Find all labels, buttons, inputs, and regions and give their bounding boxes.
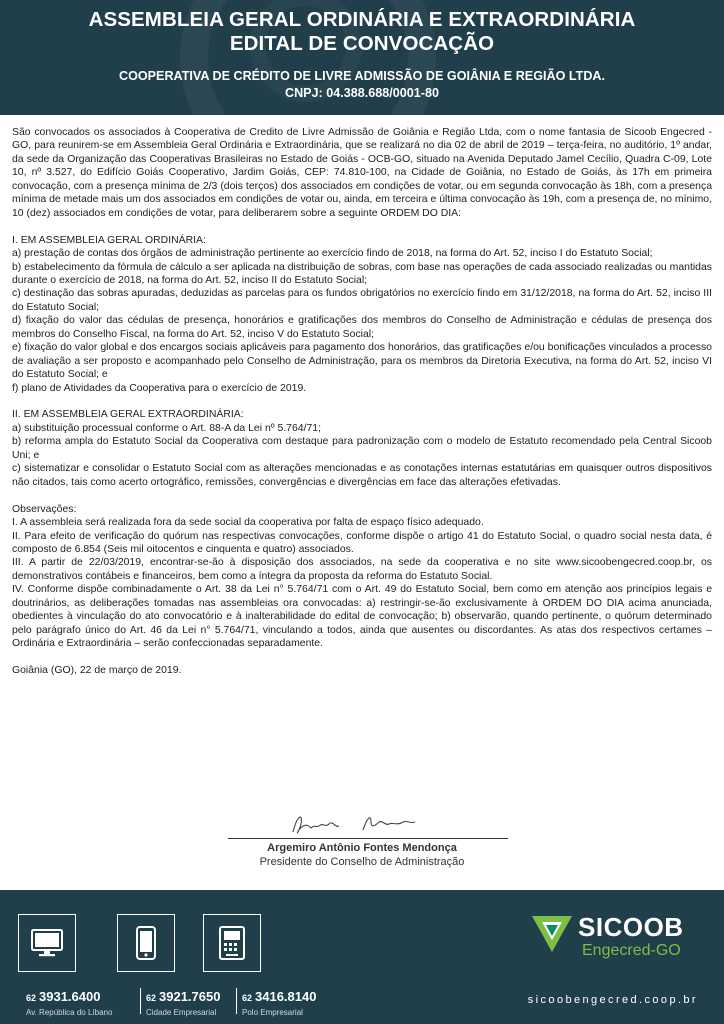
signatory-role: Presidente do Conselho de Administração (259, 856, 465, 868)
phone-address: Polo Empresarial (242, 1008, 303, 1017)
title-line-1: ASSEMBLEIA GERAL ORDINÁRIA E EXTRAORDINÁRIA (88, 8, 636, 31)
phone-area-code: 62 (146, 993, 157, 1003)
section-1-item: d) fixação do valor das cédulas de presença, honorários e gratificações dos membros do Conselho de Administração e cédulas de presença dos membros do Conselho Fiscal, na forma do Art. 52, inciso V do Estatuto Social; (12, 315, 712, 340)
observation-item: III. A partir de 22/03/2019, encontrar-se-ão à disposição dos associados, na sede da cooperativa e no site www.sicoobengecred.coop.br, os demonstrativos contábeis e financeiros, bem como a íntegra da proposta da reforma do Estatuto Social. (12, 557, 712, 582)
signature-line (228, 838, 508, 839)
section-2-item: c) sistematizar e consolidar o Estatuto Social com as alterações mencionadas e as conotações internas estatutárias em quaisquer outros dispositivos não citados, tais como acerto ortográfico, remissões, convergências e divergências em face das alterações efetivadas. (12, 463, 712, 488)
observation-item: IV. Conforme dispõe combinadamente o Art. 38 da Lei n° 5.764/71 com o Art. 49 do Estatuto Social, bem como em atenção aos princípios legais e doutrinários, as deliberações tomadas nas assembleias ora convocadas: a) restringir-se-ão exclusivamente à ORDEM DO DIA acima anunciada, obedientes à vinculação do ato convocatório e à inalterabilidade do edital de convocação; b) observarão, quando pertinente, o quórum determinado pelo parágrafo único do Art. 46 da Lei n° 5.764/71, vinculando a todos, ainda que ausentes ou discordantes. As atas dos respectivos certames – Ordinária e Extraordinária – serão confeccionadas separadamente. (12, 584, 712, 650)
observation-item: II. Para efeito de verificação do quórum nas respectivas convocações, conforme dispõe o artigo 41 do Estatuto Social, o quadro social nesta data, é composto de 6.854 (Seis mil oitocentos e cinquenta e quatro) associados. (12, 530, 712, 555)
section-2-item: b) reforma ampla do Estatuto Social da Cooperativa com destaque para padronização com o modelo de Estatuto recomendado pela Central Sicoob Uni; e (12, 436, 712, 461)
section-1-item: e) fixação do valor global e dos encargos sociais aplicáveis para pagamento dos honorários, das gratificações e/ou bonificações vinculados a processo de avaliação a ser proposto e acompanhado pelo Conselho de Administração, para os membros da Diretoria Executiva, na forma do Art. 52, inciso VI do Estatuto Social; e (12, 342, 712, 381)
section-1-title: I. EM ASSEMBLEIA GERAL ORDINÁRIA: (12, 234, 206, 246)
header-banner (0, 0, 724, 115)
logo-subtext: Engecred-GO (582, 942, 681, 959)
smartphone-icon (117, 914, 175, 972)
signature-block (0, 810, 724, 880)
phone-area-code: 62 (242, 993, 253, 1003)
logo-text: SICOOB (578, 912, 684, 942)
signatory-name: Argemiro Antônio Fontes Mendonça (267, 842, 457, 854)
cooperative-name: COOPERATIVA DE CRÉDITO DE LIVRE ADMISSÃO DE GOIÂNIA E REGIÃO LTDA. (118, 69, 606, 83)
phone-address: Cidade Empresarial (146, 1008, 217, 1017)
title-line-2: EDITAL DE CONVOCAÇÃO (229, 32, 495, 55)
section-2-title: II. EM ASSEMBLEIA GERAL EXTRAORDINÁRIA: (12, 409, 244, 421)
sicoob-logo-mark (530, 912, 574, 956)
observations-title: Observações: (12, 503, 77, 515)
sicoob-logo (530, 910, 700, 970)
phone-area-code: 62 (26, 993, 37, 1003)
divider (236, 988, 237, 1014)
section-1-item: c) destinação das sobras apuradas, deduzidas as parcelas para os fundos obrigatórios no exercício findo em 31/12/2018, na forma do Art. 52, inciso III do Estatuto Social; (12, 288, 712, 313)
footer (0, 890, 724, 1024)
phone-address: Av. República do Líbano (26, 1008, 113, 1017)
section-1-item: a) prestação de contas dos órgãos de administração pertinente ao exercício findo de 2018, na forma do Art. 52, inciso I do Estatuto Social; (12, 248, 653, 260)
document-title (0, 8, 724, 56)
date-line: Goiânia (GO), 22 de março de 2019. (12, 665, 182, 677)
phone-number: 3931.6400 (39, 989, 101, 1004)
website-link[interactable]: sicoobengecred.coop.br (527, 994, 698, 1006)
section-1-item: f) plano de Atividades da Cooperativa para o exercício de 2019. (12, 382, 307, 394)
phone-number: 3921.7650 (159, 989, 221, 1004)
phone-contact (146, 988, 220, 1017)
document-subtitle (0, 68, 724, 102)
section-1-item: b) estabelecimento da fórmula de cálculo a ser aplicada na distribuição de sobras, com base nas operações de cada associado realizadas ou mantidas durante o exercício de 2018, na forma do Art. 52, inciso II do Estatuto Social; (12, 261, 712, 286)
phone-contact (26, 988, 112, 1017)
phone-contact (242, 988, 316, 1017)
cnpj: CNPJ: 04.388.688/0001-80 (284, 86, 440, 100)
divider (140, 988, 141, 1014)
handwritten-signature (285, 810, 435, 840)
notice-body (12, 126, 712, 678)
atm-icon (203, 914, 261, 972)
section-2-item: a) substituição processual conforme o Art. 88-A da Lei nº 5.764/71; (12, 422, 322, 434)
desktop-icon (18, 914, 76, 972)
phone-number: 3416.8140 (255, 989, 317, 1004)
observation-item: I. A assembleia será realizada fora da sede social da cooperativa por falta de espaço físico adequado. (12, 517, 484, 529)
intro-paragraph: São convocados os associados à Cooperativa de Credito de Livre Admissão de Goiânia e Região Ltda, com o nome fantasia de Sicoob Engecred - GO, para reunirem-se em Assembleia Geral Ordinária e Extraordinária, que se realizará no dia 02 de abril de 2019 – terça-feira, no auditório, 1º andar, da sede da Organização das Cooperativas Brasileiras no Estado de Goiás - OCB-GO, situado na Avenida Deputado Jamel Cecílio, Quadra C-09, Lote 10, nº 3.527, do Edifício Goiás Cooperativo, Jardim Goiás, CEP: 74.810-100, na Cidade de Goiânia, no Estado de Goiás, às 17h em primeira convocação, com a presença mínima de 2/3 (dois terços) dos associados em condições de votar, ou em segunda convocação às 18h, com a presença mínima de metade mais um dos associados em condições de votar ou, ainda, em terceira e última convocação às 19h, com a presença de, no mínimo, 10 (dez) associados em condições de votar, para deliberarem sobre a seguinte ORDEM DO DIA: (12, 127, 712, 219)
